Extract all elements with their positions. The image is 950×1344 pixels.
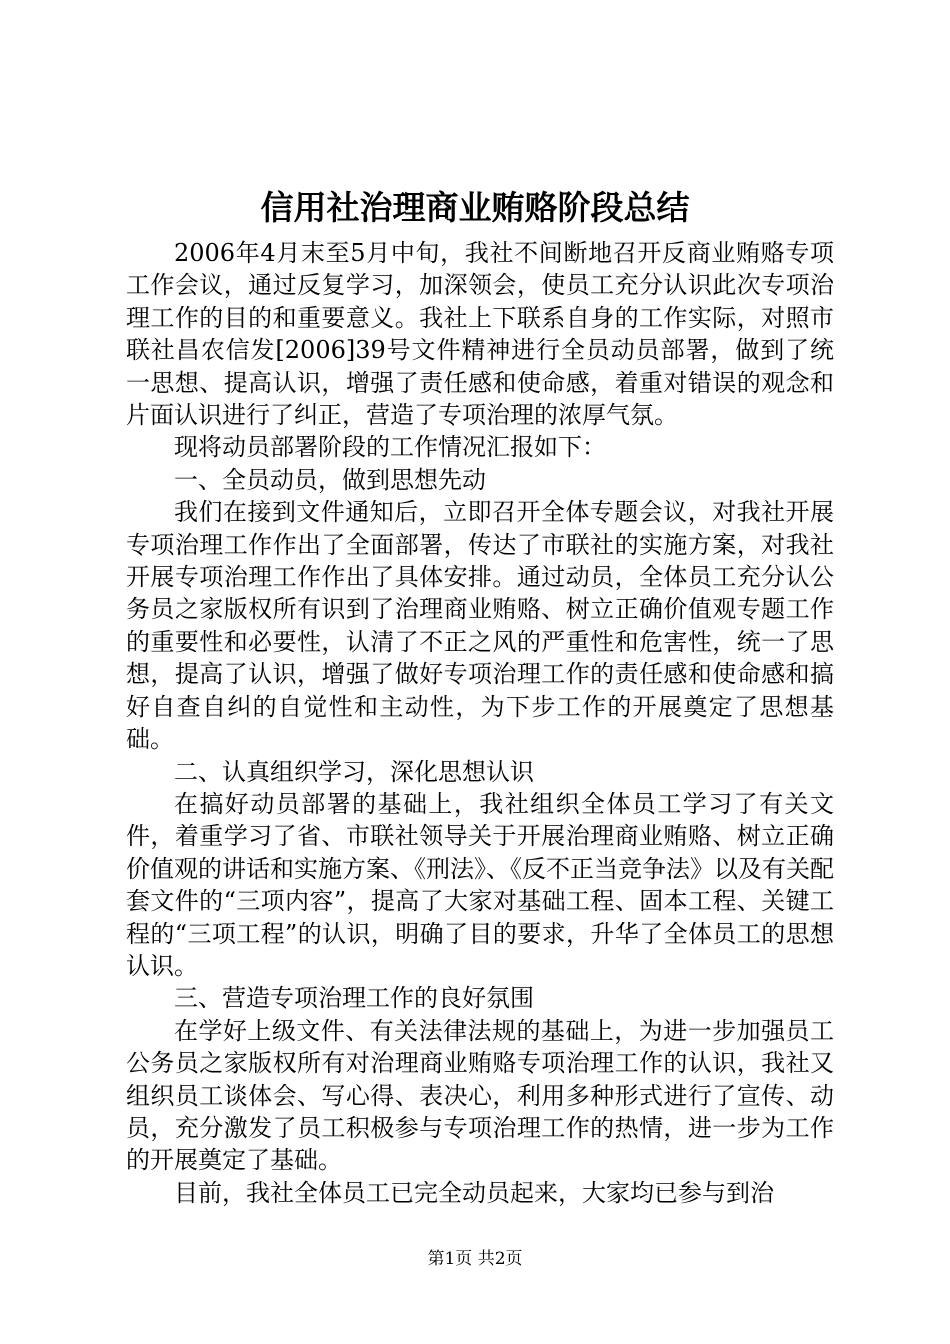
- section-heading: 一、全员动员，做到思想先动: [174, 465, 486, 494]
- document-title: 信用社治理商业贿赂阶段总结: [260, 188, 690, 227]
- paragraph: 现将动员部署阶段的工作情况汇报如下：: [174, 433, 606, 462]
- paragraph: 2006年4月末至5月中旬，我社不间断地召开反商业贿赂专项工作会议，通过反复学习，加深领会，使员工充分认识此次专项治理工作的目的和重要意义。我社上下联系自身的工作实际，对照市联社昌农信发[2006]39号文件精神进行全员动员部署，做到了统一思想、提高认识，增强了责任感和使命感，着重对错误的观念和片面认识进行了纠正，营造了专项治理的浓厚气氛。: [126, 239, 834, 430]
- page-footer: 第1页 共2页: [427, 1249, 523, 1269]
- paragraph: 在搞好动员部署的基础上，我社组织全体员工学习了有关文件，着重学习了省、市联社领导关于开展治理商业贿赂、树立正确价值观的讲话和实施方案、《刑法》、《反不正当竞争法》以及有关配套文件的“三项内容”，提高了大家对基础工程、固本工程、关键工程的“三项工程”的认识，明确了目的要求，升华了全体员工的思想认识。: [126, 789, 834, 980]
- section-heading: 三、营造专项治理工作的良好氛围: [174, 984, 534, 1013]
- paragraph: 在学好上级文件、有关法律法规的基础上，为进一步加强员工公务员之家版权所有对治理商业贿赂专项治理工作的认识，我社又组织员工谈体会、写心得、表决心，利用多种形式进行了宣传、动员，充分激发了员工积极参与专项治理工作的热情，进一步为工作的开展奠定了基础。: [126, 1016, 834, 1175]
- document-body: [126, 237, 834, 1209]
- paragraph: 目前，我社全体员工已完全动员起来，大家均已参与到治: [174, 1178, 774, 1207]
- section-heading: 二、认真组织学习，深化思想认识: [174, 757, 534, 786]
- paragraph: 我们在接到文件通知后，立即召开全体专题会议，对我社开展专项治理工作作出了全面部署，传达了市联社的实施方案，对我社开展专项治理工作作出了具体安排。通过动员，全体员工充分认公务员之家版权所有识到了治理商业贿赂、树立正确价值观专题工作的重要性和必要性，认清了不正之风的严重性和危害性，统一了思想，提高了认识，增强了做好专项治理工作的责任感和使命感和搞好自查自纠的自觉性和主动性，为下步工作的开展奠定了思想基础。: [126, 498, 834, 754]
